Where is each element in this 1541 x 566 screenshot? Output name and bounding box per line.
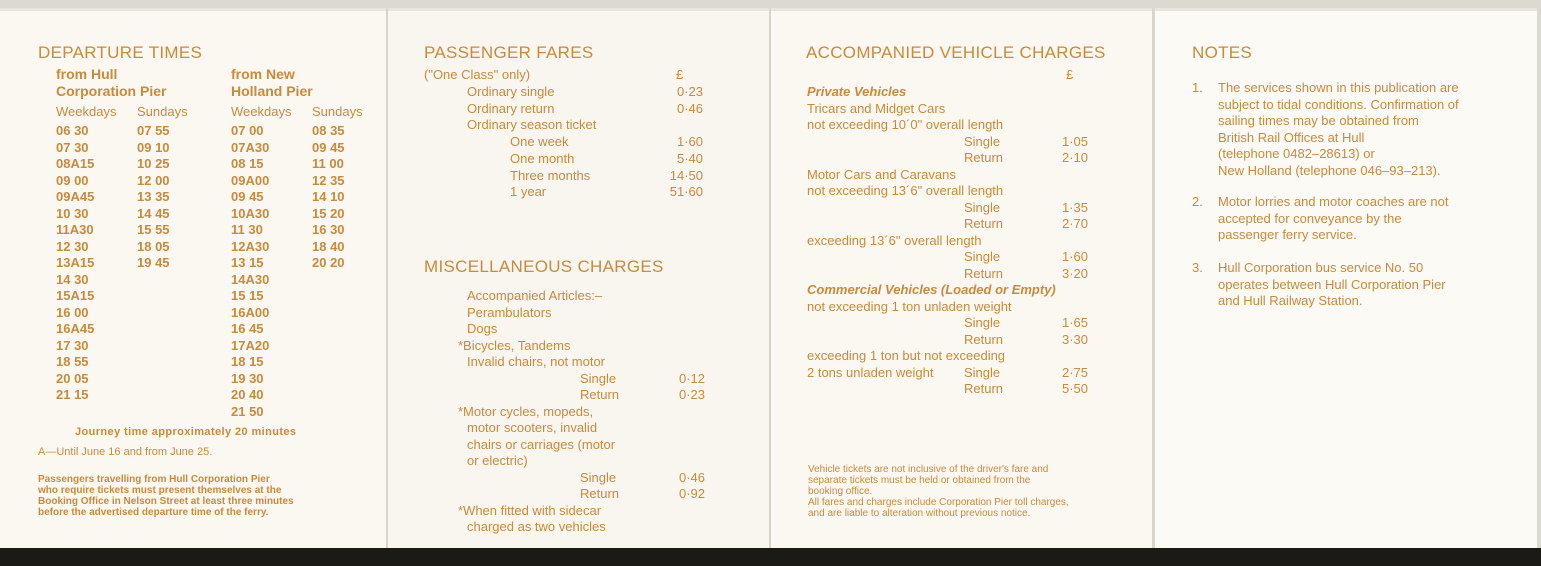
departure-time: 14 10 [312, 189, 345, 204]
notes-title: NOTES [1192, 43, 1253, 62]
journey-time: Journey time approximately 20 minutes [75, 426, 297, 438]
note-line: passenger ferry service. [1218, 227, 1357, 242]
departure-time: 07 30 [56, 139, 89, 155]
vehicle-value: 3·30 [1061, 331, 1088, 347]
hull-sunday-times [137, 123, 170, 272]
departure-time: 13 35 [137, 189, 170, 204]
departure-time: 15 15 [231, 288, 264, 303]
misc-label: Perambulators [467, 304, 552, 320]
vehicle-label: exceeding 1 ton but not exceeding [807, 348, 1006, 363]
departure-time: 08 15 [231, 156, 264, 171]
vehicle-label: Private Vehicles [807, 84, 907, 99]
departure-time: 10A30 [231, 205, 270, 221]
departure-time: 17A20 [231, 337, 270, 353]
departure-time: 12 35 [312, 172, 345, 188]
currency-symbol: £ [676, 67, 684, 82]
departure-time: 12A30 [231, 238, 270, 254]
misc-label: *Motor cycles, mopeds, [458, 403, 594, 419]
departure-time: 20 20 [312, 255, 345, 270]
misc-label: Dogs [467, 321, 498, 336]
fares-panel [388, 8, 769, 558]
departure-time: 20 05 [56, 370, 89, 386]
new-holland-heading: Holland Pier [231, 83, 313, 99]
note-line: sailing times may be obtained from [1218, 113, 1419, 128]
departure-time: 16A00 [231, 304, 270, 320]
misc-value: 0·92 [678, 486, 705, 501]
departure-time: 20 40 [231, 387, 264, 402]
fare-label: Ordinary single [467, 84, 555, 99]
departure-time: 07 55 [137, 123, 170, 138]
note-number: 2. [1192, 194, 1203, 209]
vehicle-value: 3·20 [1061, 265, 1088, 281]
currency-symbol: £ [1066, 67, 1074, 82]
misc-label: Single [580, 370, 617, 386]
departure-time: 19 45 [137, 255, 170, 270]
sundays-header: Sundays [137, 104, 188, 119]
scan-edge [0, 548, 1541, 566]
vehicle-label: Return [964, 381, 1004, 396]
departure-time: 21 50 [231, 403, 264, 419]
note-line: New Holland (telephone 046–93–213). [1218, 162, 1441, 178]
vehicle-label: 2 tons unladen weight [807, 364, 934, 380]
vehicle-label: Single [964, 249, 1001, 264]
misc-label: Return [580, 486, 620, 501]
departure-time: 09 00 [56, 172, 89, 188]
note-line: British Rail Offices at Hull [1218, 129, 1365, 145]
fare-value: 5·40 [676, 150, 703, 166]
footnote-line: and are liable to alteration without previous notice. [808, 508, 1031, 519]
departure-title: DEPARTURE TIMES [38, 43, 203, 62]
note-line: and Hull Railway Station. [1218, 293, 1363, 308]
departure-time: 15A15 [56, 288, 95, 303]
departure-time: 09 45 [312, 139, 345, 155]
vehicle-value: 5·50 [1061, 381, 1088, 396]
vehicles-title: ACCOMPANIED VEHICLE CHARGES [806, 43, 1106, 62]
weekdays-header: Weekdays [56, 104, 117, 119]
fold-line [386, 8, 388, 560]
note-line: The services shown in this publication are [1218, 80, 1459, 95]
departure-time: 16A45 [56, 321, 95, 336]
note-number: 1. [1192, 80, 1203, 95]
departure-time: 10 25 [137, 156, 170, 171]
departure-time: 09 45 [231, 189, 264, 204]
footnote-line: All fares and charges include Corporation Pier toll charges, [808, 497, 1069, 508]
note-a: A—Until June 16 and from June 25. [38, 446, 213, 458]
departure-time: 13 15 [231, 255, 264, 270]
departure-time: 16 00 [56, 304, 89, 320]
departure-time: 10 30 [56, 205, 89, 221]
departure-time: 21 15 [56, 387, 89, 402]
misc-label: Accompanied Articles:– [467, 288, 603, 303]
fare-value: 0·46 [676, 100, 703, 116]
departure-time: 09A00 [231, 172, 270, 188]
departure-time: 14A30 [231, 271, 270, 287]
vehicle-label: not exceeding 1 ton unladen weight [807, 298, 1012, 314]
sundays-header: Sundays [312, 104, 363, 119]
vehicle-value: 1·05 [1061, 133, 1088, 149]
departure-time: 14 30 [56, 271, 89, 287]
note-line: Hull Corporation bus service No. 50 [1218, 260, 1424, 275]
footnote-line: booking office. [808, 486, 873, 497]
misc-label: or electric) [467, 453, 528, 468]
vehicle-value: 1·65 [1061, 315, 1088, 330]
fare-label: Ordinary return [467, 100, 555, 116]
vehicle-value: 2·10 [1061, 150, 1088, 165]
fare-label: 1 year [510, 184, 547, 200]
fare-value: 0·23 [676, 84, 703, 99]
fold-line [769, 8, 771, 560]
note-line: who require tickets must present themselves at the [38, 485, 282, 496]
note-number: 3. [1192, 260, 1203, 275]
departure-time: 11 00 [312, 156, 344, 171]
misc-label: *Bicycles, Tandems [458, 337, 571, 353]
departure-time: 14 45 [137, 205, 170, 221]
departure-time: 08A15 [56, 156, 95, 171]
departure-time: 09 10 [137, 139, 170, 155]
footnote-line: separate tickets must be held or obtained from the [808, 475, 1031, 486]
leaflet [0, 8, 1541, 564]
departure-time: 12 00 [137, 172, 170, 188]
note-line: Booking Office in Nelson Street at least three minutes [38, 496, 294, 507]
footnote-line: Vehicle tickets are not inclusive of the driver's fare and [808, 464, 1049, 475]
new-holland-weekday-times [231, 123, 269, 420]
misc-label: motor scooters, invalid [467, 420, 598, 435]
new-holland-sunday-times [312, 123, 345, 272]
vehicle-label: Single [964, 364, 1001, 380]
misc-label: *When fitted with sidecar [458, 502, 602, 518]
misc-label: charged as two vehicles [467, 519, 606, 534]
vehicle-label: Return [964, 331, 1004, 347]
departure-time: 08 35 [312, 123, 345, 138]
vehicle-label: Commercial Vehicles (Loaded or Empty) [807, 282, 1056, 297]
misc-value: 0·23 [678, 387, 705, 402]
fare-value: 14·50 [669, 167, 703, 183]
departure-time: 17 30 [56, 337, 89, 353]
vehicle-label: Motor Cars and Caravans [807, 166, 956, 182]
departure-time: 12 30 [56, 238, 89, 254]
departure-time: 18 15 [231, 354, 264, 369]
fold-line [1152, 8, 1154, 560]
departure-time: 18 40 [312, 238, 345, 254]
misc-label: Invalid chairs, not motor [467, 354, 606, 369]
departure-time: 13A15 [56, 255, 95, 270]
fare-label: Ordinary season ticket [467, 117, 597, 133]
fare-label: Three months [510, 167, 591, 183]
vehicle-label: Return [964, 216, 1004, 231]
misc-title: MISCELLANEOUS CHARGES [424, 257, 664, 276]
vehicle-label: Single [964, 199, 1001, 215]
vehicle-label: Single [964, 133, 1001, 149]
departure-time: 09A45 [56, 189, 95, 204]
departure-time: 16 30 [312, 222, 345, 237]
fare-value: 1·60 [676, 134, 703, 150]
note-line: Passengers travelling from Hull Corporation Pier [38, 474, 270, 485]
vehicle-value: 2·70 [1061, 216, 1088, 231]
misc-label: chairs or carriages (motor [467, 436, 616, 452]
one-class-note: ("One Class" only) [424, 67, 531, 82]
note-line: Motor lorries and motor coaches are not [1218, 194, 1449, 209]
hull-weekday-times [56, 123, 94, 404]
note-line: (telephone 0482–28613) or [1218, 146, 1375, 161]
vehicle-label: not exceeding 10´0" overall length [807, 117, 1004, 132]
fare-label: One month [510, 150, 575, 166]
departure-time: 11 30 [231, 222, 263, 237]
departure-time: 15 20 [312, 205, 345, 221]
note-line: subject to tidal conditions. Confirmation of [1218, 96, 1459, 112]
fare-label: One week [510, 134, 569, 150]
note-line: before the advertised departure time of the ferry. [38, 507, 269, 518]
departure-time: 07A30 [231, 139, 270, 155]
vehicle-value: 2·75 [1061, 364, 1088, 380]
misc-label: Single [580, 469, 617, 485]
vehicle-label: Single [964, 315, 1001, 330]
misc-label: Return [580, 387, 620, 402]
vehicle-value: 1·60 [1061, 249, 1088, 264]
vehicle-label: Return [964, 265, 1004, 281]
departure-time: 15 55 [137, 222, 170, 237]
departure-time: 07 00 [231, 123, 264, 138]
departure-time: 11A30 [56, 222, 94, 237]
fare-value: 51·60 [669, 184, 703, 200]
weekdays-header: Weekdays [231, 104, 292, 119]
misc-value: 0·46 [678, 469, 705, 485]
vehicle-label: not exceeding 13´6" overall length [807, 183, 1004, 198]
note-line: operates between Hull Corporation Pier [1218, 276, 1446, 292]
departure-time: 19 30 [231, 370, 264, 386]
new-holland-heading: from New [231, 66, 295, 82]
departure-time: 16 45 [231, 321, 264, 336]
departure-time: 06 30 [56, 123, 89, 138]
departure-time: 18 55 [56, 354, 89, 369]
hull-heading: from Hull [56, 66, 118, 82]
fares-title: PASSENGER FARES [424, 43, 594, 62]
note-line: accepted for conveyance by the [1218, 210, 1402, 226]
departure-time: 18 05 [137, 238, 170, 254]
vehicle-label: Tricars and Midget Cars [807, 100, 946, 116]
hull-heading: Corporation Pier [56, 83, 167, 99]
vehicle-label: exceeding 13´6" overall length [807, 232, 982, 248]
vehicle-label: Return [964, 150, 1004, 165]
misc-value: 0·12 [678, 370, 705, 386]
vehicle-value: 1·35 [1061, 199, 1088, 215]
